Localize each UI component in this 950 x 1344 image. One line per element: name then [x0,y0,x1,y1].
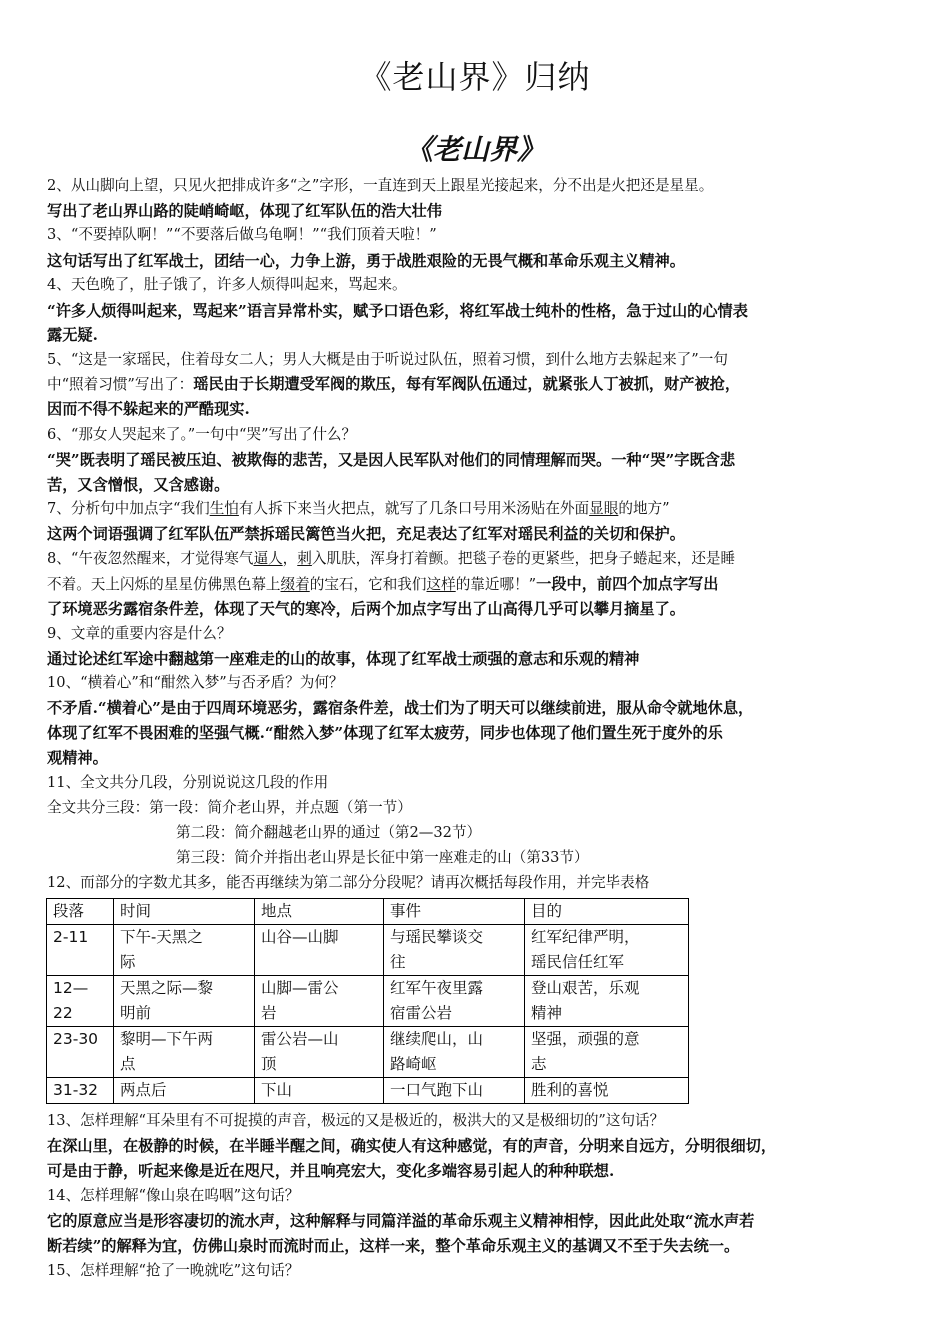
question-4: 4、天色晚了，肚子饿了，许多人烦得叫起来，骂起来。 [47,276,407,293]
answer-13-line-1: 在深山里，在极静的时候，在半睡半醒之间，确实使人有这种感觉，有的声音，分明来自远方，分明很细切， [47,1137,776,1155]
question-7-dotted-word-1: 生怕 [209,500,239,517]
table-header: 目的 [525,899,689,925]
table-header-row [47,899,689,925]
table-cell [384,1078,525,1104]
table-cell [114,1027,255,1078]
table-cell [525,1078,689,1104]
answer-10-line-3: 观精神。 [47,749,108,767]
answer-9: 通过论述红军途中翻越第一座难走的山的故事，体现了红军战士顽强的意志和乐观的精神 [47,650,640,668]
cell-text: 31-32 [53,1081,99,1099]
cell-text: 路崎岖 [390,1055,437,1073]
table-cell [114,1078,255,1104]
table-row [47,1027,689,1078]
table-row [47,1078,689,1104]
table-cell [47,1078,114,1104]
q8-dotted-word: 这样 [426,576,456,593]
table-cell [525,925,689,976]
table-row [47,925,689,976]
section-title: 《老山界》 [404,133,545,166]
cell-text: 胜利的喜悦 [531,1081,609,1099]
cell-text: 一口气跑下山 [390,1081,484,1099]
cell-text: 22 [53,1004,73,1022]
question-5: 5、“这是一家瑶民，住着母女二人；男人大概是由于听说过队伍，照着习惯，到什么地方去躲起来了”一句 [47,351,728,368]
cell-text: 23-30 [53,1030,99,1048]
question-10: 10、“横着心”和“酣然入梦”与否矛盾？为何？ [47,674,344,691]
answer-8: 了环境恶劣露宿条件差，体现了天气的寒冷，后两个加点字写出了山高得几乎可以攀月摘星了。 [47,600,685,618]
answer-6-line-2: 苦，又含憎恨，又含感谢。 [47,476,230,494]
q8-part: 的靠近哪！” [455,576,537,593]
table-cell [255,976,384,1027]
answer-4-line-1: “许多人烦得叫起来，骂起来”语言异常朴实，赋予口语色彩，将红军战士纯朴的性格，急于过山的心情表 [47,302,748,320]
answer-4-line-2: 露无疑. [47,326,98,344]
table-cell [384,976,525,1027]
cell-text: 继续爬山，山 [390,1030,484,1048]
question-3: 3、“不要掉队啊！”“不要落后做乌龟啊！”“我们顶着天啦！” [47,226,437,243]
q8-part: 的宝石，它和我们 [309,576,427,593]
table-cell [255,1027,384,1078]
answer-8-lead: 一段中，前四个加点字写出 [536,575,719,593]
answer-14-line-2: 断若续”的解释为宜，仿佛山泉时而流时而止，这样一来，整个革命乐观主义的基调又不至于失去统一。 [47,1237,740,1255]
table-header: 时间 [114,899,255,925]
answer-6-line-1: “哭”既表明了瑶民被压迫、被欺侮的悲苦，又是因人民军队对他们的同情理解而哭。一种“哭”字既含悲 [47,451,736,469]
answer-10-line-1: 不矛盾.“横着心”是由于四周环境恶劣，露宿条件差，战士们为了明天可以继续前进，服从命令就地休息， [47,699,754,717]
table-cell [47,976,114,1027]
cell-text: 与瑶民攀谈交 [390,928,484,946]
question-7-part-a: 7、分析句中加点字“我们 [47,500,210,517]
cell-text: 坚强，顽强的意 [531,1030,640,1048]
table-cell [47,1027,114,1078]
answer-10-line-2: 体现了红军不畏困难的坚强气概.“酣然入梦”体现了红军太疲劳，同步也体现了他们置生死于度外的乐 [47,724,723,742]
cell-text: 红军午夜里露 [390,979,484,997]
table-header: 地点 [255,899,384,925]
table-cell [255,1078,384,1104]
cell-text: 际 [120,953,136,971]
cell-text: 天黑之际—黎 [120,979,214,997]
question-12: 12、而部分的字数尤其多，能否再继续为第二部分分段呢？请再次概括每段作用，并完毕表格 [47,874,650,891]
q8-dotted-word: 刺 [297,550,312,567]
question-6: 6、“那女人哭起来了。”一句中“哭”写出了什么？ [47,426,357,443]
cell-text: 瑶民信任红军 [531,953,625,971]
answer-5-text: 瑶民由于长期遭受军阀的欺压，每有军阀队伍通过，就紧张人丁被抓，财产被抢， [193,375,741,393]
question-9: 9、文章的重要内容是什么？ [47,625,232,642]
cell-text: 往 [390,953,406,971]
question-8-line-2 [47,573,718,596]
q8-dotted-word: 缀着 [280,576,310,593]
cell-text: 两点后 [120,1081,167,1099]
cell-text: 红军纪律严明， [531,928,640,946]
question-7-part-b: 有人拆下来当火把点，就写了几条口号用米汤贴在外面 [238,500,590,517]
question-7-dotted-word-2: 显眼 [589,500,619,517]
answer-11-line-3: 第三段：简介并指出老山界是长征中第一座难走的山（第33节） [176,849,589,866]
question-11: 11、全文共分几段，分别说说这几段的作用 [47,774,329,791]
cell-text: 志 [531,1055,547,1073]
question-13: 13、怎样理解“耳朵里有不可捉摸的声音，极远的又是极近的，极洪大的又是极细切的”这句话？ [47,1112,665,1129]
table-cell [114,925,255,976]
cell-text: 岩 [261,1004,277,1022]
table-header: 段落 [47,899,114,925]
answer-11-line-2: 第二段：简介翻越老山界的通过（第2—32节） [176,824,482,841]
question-7-part-c: 的地方” [618,500,670,517]
cell-text: 下午-天黑之 [120,928,203,946]
cell-text: 2-11 [53,928,89,946]
table-cell [525,1027,689,1078]
q8-part: ， [282,550,298,567]
answer-3: 这句话写出了红军战士，团结一心，力争上游，勇于战胜艰险的无畏气概和革命乐观主义精神。 [47,252,685,270]
cell-text: 明前 [120,1004,152,1022]
answer-11-line-1: 全文共分三段：第一段：简介老山界，并点题（第一节） [47,799,412,816]
cell-text: 精神 [531,1004,563,1022]
answer-13-line-2: 可是由于静，听起来像是近在咫尺，并且响亮宏大，变化多端容易引起人的种种联想. [47,1162,615,1180]
question-15: 15、怎样理解“抢了一晚就吃”这句话？ [47,1262,300,1279]
q8-part: 入肌肤，浑身打着颤。把毯子卷的更紧些，把身子蜷起来，还是睡 [311,550,736,567]
cell-text: 下山 [261,1081,293,1099]
document-title: 《老山界》归纳 [359,58,591,96]
answer-7: 这两个词语强调了红军队伍严禁拆瑶民篱笆当火把，充足表达了红军对瑶民利益的关切和保护。 [47,525,685,543]
answer-5-line-1 [47,373,740,396]
cell-text: 宿雷公岩 [390,1004,453,1022]
table-cell [114,976,255,1027]
question-2: 2、从山脚向上望，只见火把排成许多“之”字形，一直连到天上跟星光接起来，分不出是火把还是星星。 [47,177,714,194]
cell-text: 黎明—下午两 [120,1030,214,1048]
question-14: 14、怎样理解“像山泉在呜咽”这句话？ [47,1187,300,1204]
cell-text: 山谷—山脚 [261,928,339,946]
question-8-line-1 [47,548,735,570]
cell-text: 12— [53,979,89,997]
answer-14-line-1: 它的原意应当是形容凄切的流水声，这种解释与同篇洋溢的革命乐观主义精神相悖，因此此处取“流水声若 [47,1212,755,1230]
table-row [47,976,689,1027]
q8-part: 不着。天上闪烁的星星仿佛黑色幕上 [47,576,281,593]
answer-5-line-2: 因而不得不躲起来的严酷现实. [47,400,250,418]
table-cell [384,925,525,976]
cell-text: 顶 [261,1055,277,1073]
cell-text: 雷公岩—山 [261,1030,339,1048]
cell-text: 山脚—雷公 [261,979,339,997]
answer-2: 写出了老山界山路的陡峭崎岖，体现了红军队伍的浩大壮伟 [47,202,442,220]
table-cell [525,976,689,1027]
table-cell [255,925,384,976]
question-7 [47,498,670,520]
table-cell [384,1027,525,1078]
table-cell [47,925,114,976]
segment-table [46,898,689,1104]
q8-dotted-word: 逼人 [253,550,283,567]
table-header: 事件 [384,899,525,925]
cell-text: 登山艰苦，乐观 [531,979,640,997]
q8-part: 8、“午夜忽然醒来，才觉得寒气 [47,550,254,567]
cell-text: 点 [120,1055,136,1073]
answer-5-lead: 中“照着习惯”写出了： [47,376,194,393]
